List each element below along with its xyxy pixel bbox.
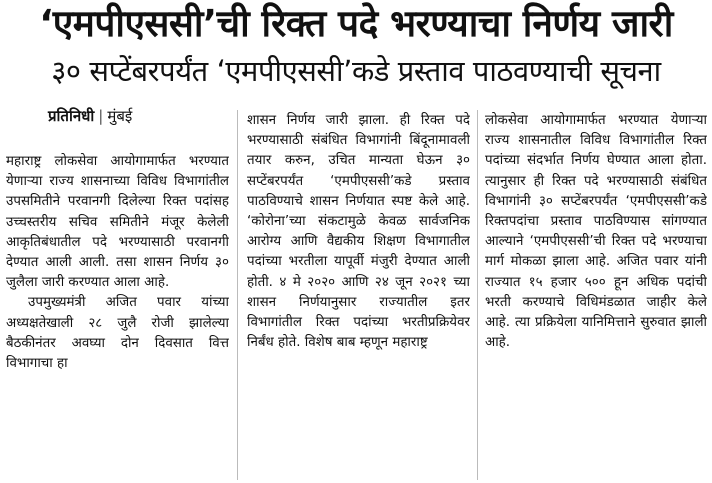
byline-author: प्रतिनिधी (48, 107, 95, 125)
headline: ‘एमपीएससी’ची रिक्त पदे भरण्याचा निर्णय जारी (39, 2, 673, 45)
paragraph: लोकसेवा आयोगामार्फत भरण्यात येणाऱ्या राज्य शासनातील विविध विभागांतील रिक्त पदांच्या संदर्भात निर्णय घेण्यात आला होता. त्यानुसार ही रिक्त पदे भरण्यासाठी संबंधित विभागांनी ३० सप्टेंबरपर्यंत ‘एमपीएससी’कडे रिक्तपदांचा प्रस्ताव पाठविण्यास सांगण्यात आल्याने ‘एमपीएससी’ची रिक्त पदे भरण्याचा मार्ग मोकळा झाला आहे. अजित पवार यांनी राज्यात १५ हजार ५०० हून अधिक पदांची भरती करण्याचे विधिमंडळात जाहीर केले आहे. त्या प्रक्रियेला यानिमित्ताने सुरुवात झाली आहे. (485, 113, 707, 351)
paragraph: उपमुख्यमंत्री अजित पवार यांच्या अध्यक्षतेखाली २८ जुलै रोजी झालेल्या बैठकीनंतर अवघ्या दोन दिवसात वित्त विभागाचा हा (6, 295, 229, 372)
article-column-3 (485, 111, 707, 481)
article-column-1 (6, 152, 229, 482)
byline (48, 107, 132, 125)
paragraph: महाराष्ट्र लोकसेवा आयोगामार्फत भरण्यात येणाऱ्या राज्य शासनाच्या विविध विभागांतील उपसमितीने परवानगी दिलेल्या रिक्त पदांसह उच्चस्तरीय सचिव समितीने मंजूर केलेली आकृतिबंधातील पदे भरण्यासाठी परवानगी देण्यात आली आली. तसा शासन निर्णय ३० जुलैला जारी करण्यात आला आहे. (6, 154, 229, 291)
subheadline: ३० सप्टेंबरपर्यंत ‘एमपीएससी’कडे प्रस्ताव पाठवण्याची सूचना (51, 54, 661, 88)
paragraph: शासन निर्णय जारी झाला. ही रिक्त पदे भरण्यासाठी संबंधित विभागांनी बिंदूनामावली तयार करुन, उचित मान्यता घेऊन ३० सप्टेंबरपर्यंत ‘एमपीएससी’कडे प्रस्ताव पाठविण्याचे शासन निर्णयात स्पष्ट केले आहे. ‘कोरोना’च्या संकटामुळे केवळ सार्वजनिक आरोग्य आणि वैद्यकीय शिक्षण विभागातील पदांच्या भरतीला यापूर्वी मंजुरी देण्यात आली होती. ४ मे २०२० आणि २४ जून २०२१ च्या शासन निर्णयानुसार राज्यातील इतर विभागांतील रिक्त पदांच्या भरतीप्रक्रियेवर निर्बंध होते. विशेष बाब म्हणून महाराष्ट्र (247, 113, 470, 351)
byline-separator: | (98, 107, 104, 125)
column-divider (237, 110, 238, 480)
column-divider (477, 110, 478, 480)
article-column-2 (247, 111, 470, 481)
byline-location: मुंबई (107, 107, 133, 125)
